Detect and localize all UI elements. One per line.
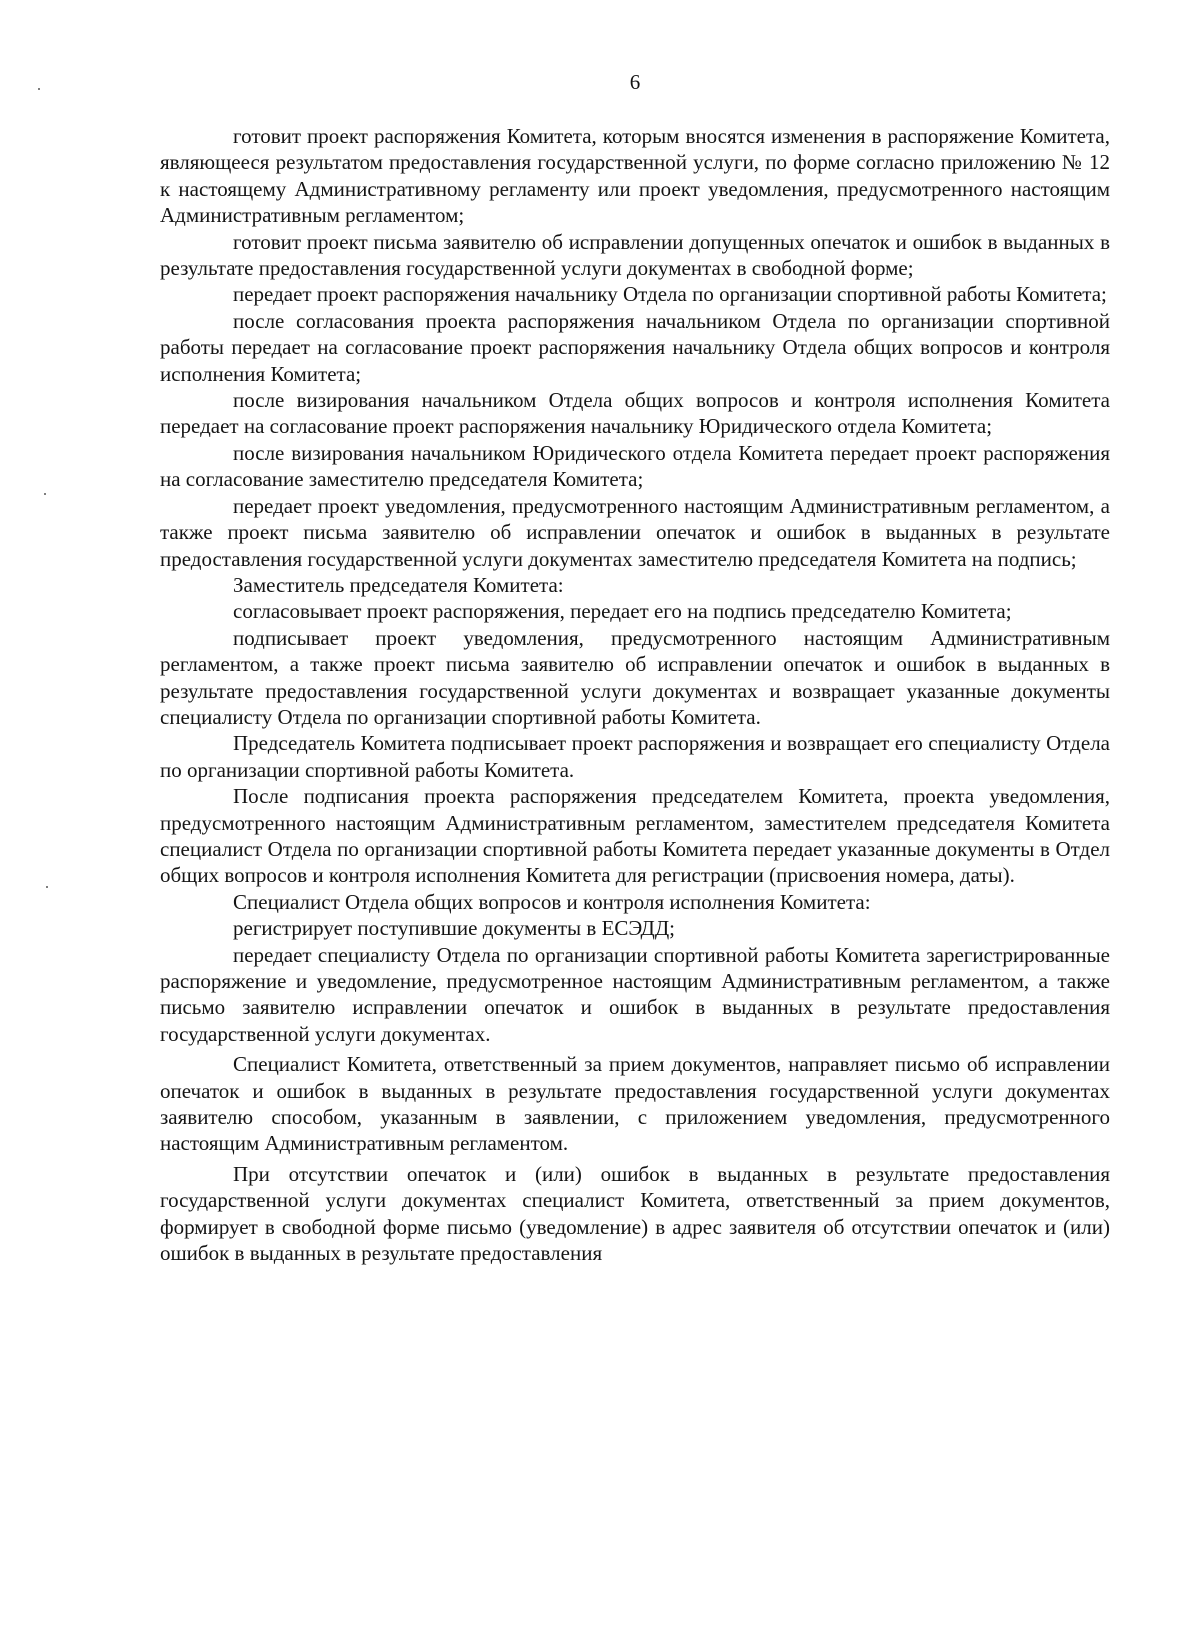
paragraph: Заместитель председателя Комитета: — [233, 572, 564, 597]
paragraph: передает проект уведомления, предусмотренного настоящим Административным регламентом, а также проект письма заявителю об исправлении опечаток и ошибок в выданных в результате предоставления государственной услуги документах заместителю председателя Комитета на подпись; — [160, 493, 1110, 571]
paragraph: передает проект распоряжения начальнику Отдела по организации спортивной работы Комитета; — [233, 282, 1107, 307]
paragraph: согласовывает проект распоряжения, передает его на подпись председателю Комитета; — [233, 599, 1012, 624]
paragraph: передает специалисту Отдела по организации спортивной работы Комитета зарегистрированные распоряжение и уведомление, предусмотренное настоящим Административным регламентом, а также письмо заявителю исправлении опечаток и ошибок в выданных в результате предоставления государственной услуги документах. — [160, 942, 1110, 1046]
paragraph: После подписания проекта распоряжения председателем Комитета, проекта уведомления, предусмотренного настоящим Административным регламентом, заместителем председателя Комитета специалист Отдела по организации спортивной работы Комитета передает указанные документы в Отдел общих вопросов и контроля исполнения Комитета для регистрации (присвоения номера, даты). — [160, 784, 1110, 888]
paragraph: Председатель Комитета подписывает проект распоряжения и возвращает его специалисту Отдела по организации спортивной работы Комитета. — [160, 731, 1110, 782]
paragraph: Специалист Отдела общих вопросов и контроля исполнения Комитета: — [233, 889, 871, 914]
document-body — [160, 123, 1110, 1266]
scan-speck — [46, 886, 48, 888]
paragraph: готовит проект распоряжения Комитета, которым вносятся изменения в распоряжение Комитета, являющееся результатом предоставления государственной услуги, по форме согласно приложению № 12 к настоящему Административному регламенту или проект уведомления, предусмотренного настоящим Административным регламентом; — [160, 124, 1110, 228]
page-number: 6 — [629, 70, 641, 94]
paragraph: после согласования проекта распоряжения начальником Отдела по организации спортивной работы передает на согласование проект распоряжения начальнику Отдела общих вопросов и контроля исполнения Комитета; — [160, 308, 1110, 386]
paragraph: При отсутствии опечаток и (или) ошибок в выданных в результате предоставления государственной услуги документах специалист Комитета, ответственный за прием документов, формирует в свободной форме письмо (уведомление) в адрес заявителя об отсутствии опечаток и (или) ошибок в выданных в результате предоставления — [160, 1161, 1110, 1266]
scan-speck — [44, 493, 46, 495]
paragraph: регистрирует поступившие документы в ЕСЭДД; — [233, 916, 675, 941]
paragraph: подписывает проект уведомления, предусмотренного настоящим Административным регламентом, а также проект письма заявителю об исправлении опечаток и ошибок в выданных в результате предоставления государственной услуги документах и возвращает указанные документы специалисту Отдела по организации спортивной работы Комитета. — [160, 625, 1110, 729]
paragraph: после визирования начальником Юридического отдела Комитета передает проект распоряжения на согласование заместителю председателя Комитета; — [160, 440, 1110, 492]
paragraph: готовит проект письма заявителю об исправлении допущенных опечаток и ошибок в выданных в результате предоставления государственной услуги документах в свободной форме; — [160, 229, 1110, 281]
paragraph: после визирования начальником Отдела общих вопросов и контроля исполнения Комитета передает на согласование проект распоряжения начальнику Юридического отдела Комитета; — [160, 388, 1110, 439]
paragraph: Специалист Комитета, ответственный за прием документов, направляет письмо об исправлении опечаток и ошибок в выданных в результате предоставления государственной услуги документах заявителю способом, указанным в заявлении, с приложением уведомления, предусмотренного настоящим Административным регламентом. — [160, 1052, 1110, 1156]
